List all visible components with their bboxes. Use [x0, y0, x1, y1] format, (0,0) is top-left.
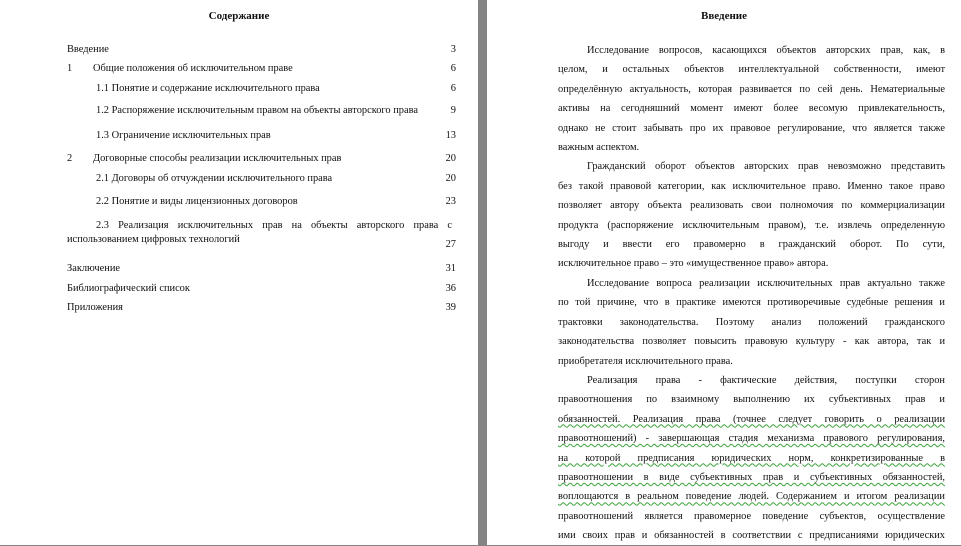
toc-entry-page: 3 [450, 44, 456, 55]
toc-entry-page: 36 [445, 283, 456, 294]
toc-entry-text: Приложения [67, 302, 123, 313]
toc-entry-page: 20 [445, 173, 456, 184]
toc-entry-page: 31 [445, 263, 456, 274]
body-text-line: ими своих прав и обязанностей в соответствии с предписаниями юридических [558, 530, 945, 542]
toc-entry-page: 20 [445, 153, 456, 164]
body-text-line: без такой правовой категории, как исключительное право. Именно такое право [558, 180, 945, 192]
toc-page [0, 0, 478, 545]
body-text-line: на которой предписания юридических норм, конкретизированные в [558, 452, 945, 464]
toc-entry-text: Библиографический список [67, 283, 190, 294]
body-text-line: активы на сегодняшний момент имеют более весомую привлекательность, [558, 103, 945, 115]
toc-entry-text: 2.1 Договоры об отчуждении исключительного права [96, 173, 333, 184]
toc-entry-text: Общие положения об исключительном праве [93, 63, 293, 74]
toc-entry-text-continued: использованием цифровых технологий [67, 234, 240, 245]
body-text-line: целом, и остальных объектов интеллектуальной собственности, имеют [558, 64, 945, 76]
intro-body-text [558, 41, 945, 546]
toc-entry-text: Введение [67, 44, 109, 55]
body-text-line: продукта (распоряжение исключительным правом), т.е. извлечь определенную [558, 219, 945, 231]
toc-entry-text: Заключение [67, 263, 120, 274]
toc-entry-text: 1.2 Распоряжение исключительным правом на объекты авторского права [96, 105, 418, 116]
body-text-line: важным аспектом. [558, 142, 640, 154]
body-text-line: однако не стоит забывать про их правовое регулирование, что является также [558, 122, 945, 134]
toc-entry-page: 27 [445, 239, 456, 250]
body-text-line: правоотношении в виде субъективных прав и субъективных обязанностей, [558, 471, 945, 483]
body-text-line: Исследование вопросов, касающихся объектов авторских прав, как, в [587, 45, 945, 56]
body-text-line: исключительное право – это «имущественное право» автора. [558, 258, 829, 270]
intro-title: Введение [700, 10, 748, 22]
toc-entry-text: Договорные способы реализации исключительных прав [93, 153, 342, 164]
body-text-line: приобретателя исключительного права. [558, 355, 733, 367]
toc-entry-number: 2 [67, 153, 73, 164]
toc-title: Содержание [208, 10, 270, 22]
toc-entry-page: 13 [445, 130, 456, 141]
body-text-line: правоотношения по взаимному выполнению их субъективных прав и [558, 394, 945, 406]
body-text-line: обязанностей. Реализация права (точнее следует говорить о реализации [558, 413, 945, 425]
toc-entry-text: 1.3 Ограничение исключительных прав [96, 130, 271, 141]
toc-entry-page: 6 [450, 63, 456, 74]
body-text-line: определённую актуальность, которая развивается по сей день. Нематериальные [558, 83, 945, 95]
toc-entry-page: 6 [450, 83, 456, 94]
toc-entry-page: 9 [450, 105, 456, 116]
toc-entry-number: 1 [67, 63, 73, 74]
body-text-line: Гражданский оборот объектов авторских прав невозможно представить [587, 161, 945, 173]
body-text-line: Исследование вопроса реализации исключительных прав актуально также [587, 277, 945, 289]
body-text-line: правоотношений) - завершающая стадия механизма правового регулирования, [558, 433, 945, 445]
body-text-line: выгоду и ввести его правомерно в гражданский оборот. По сути, [558, 239, 945, 251]
body-text-line: по той причине, что в практике имеются противоречивые судебные решения и [558, 297, 945, 309]
body-text-line: трактовки законодательства. Поэтому анализ положений гражданского [558, 316, 945, 328]
body-text-line: воплощаются в реальном поведение людей. Содержанием и итогом реализации [558, 491, 945, 503]
toc-entry[interactable] [67, 220, 456, 250]
body-text-line: Реализация права - фактические действия, поступки сторон [587, 374, 945, 386]
toc-entry-text: 2.3 Реализация исключительных прав на объекты авторского права с [96, 220, 452, 231]
body-text-line: позволяет автору объекта реализовать свои полномочия по коммерциализации [558, 200, 945, 212]
body-text-line: законодательства позволяет повысить правовую культуру - как автора, так и [558, 336, 945, 348]
toc-entry-page: 23 [445, 196, 456, 207]
toc-entry-page: 39 [445, 302, 456, 313]
toc-entry-text: 1.1 Понятие и содержание исключительного права [96, 83, 320, 94]
toc-entry-text: 2.2 Понятие и виды лицензионных договоров [96, 196, 298, 207]
body-text-line: правоотношений является правомерное поведение субъектов, осуществление [558, 510, 945, 522]
